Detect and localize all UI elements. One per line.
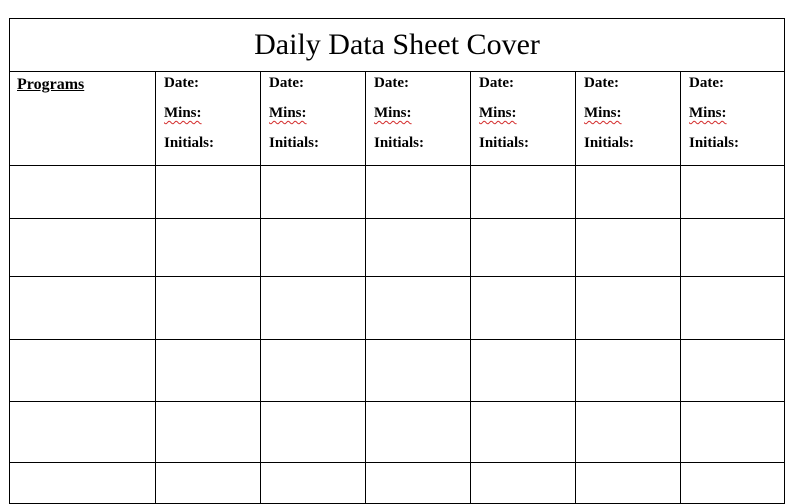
data-cell[interactable] bbox=[156, 166, 261, 219]
data-cell[interactable] bbox=[471, 340, 576, 402]
data-cell[interactable] bbox=[261, 219, 366, 277]
data-cell[interactable] bbox=[681, 277, 785, 340]
session-column-6[interactable] bbox=[681, 72, 785, 166]
data-cell[interactable] bbox=[366, 340, 471, 402]
data-cell[interactable] bbox=[156, 277, 261, 340]
data-cell[interactable] bbox=[366, 277, 471, 340]
session-column-2[interactable] bbox=[261, 72, 366, 166]
data-cell[interactable] bbox=[576, 463, 681, 504]
mins-label: Mins: bbox=[374, 105, 412, 121]
date-label: Date: bbox=[164, 75, 199, 91]
data-cell[interactable] bbox=[156, 219, 261, 277]
data-cell[interactable] bbox=[261, 277, 366, 340]
programs-header-cell[interactable] bbox=[10, 72, 156, 166]
data-cell[interactable] bbox=[471, 277, 576, 340]
date-label: Date: bbox=[479, 75, 514, 91]
table-row bbox=[10, 463, 785, 504]
session-column-1[interactable] bbox=[156, 72, 261, 166]
data-cell[interactable] bbox=[471, 463, 576, 504]
table-row bbox=[10, 340, 785, 402]
initials-label: Initials: bbox=[689, 135, 740, 151]
data-cell[interactable] bbox=[471, 219, 576, 277]
mins-label: Mins: bbox=[269, 105, 307, 121]
initials-label: Initials: bbox=[374, 135, 425, 151]
initials-label: Initials: bbox=[269, 135, 320, 151]
data-cell[interactable] bbox=[681, 402, 785, 463]
mins-label: Mins: bbox=[689, 105, 727, 121]
program-cell[interactable] bbox=[10, 277, 156, 340]
data-cell[interactable] bbox=[366, 402, 471, 463]
table-row bbox=[10, 402, 785, 463]
data-cell[interactable] bbox=[576, 340, 681, 402]
data-cell[interactable] bbox=[576, 166, 681, 219]
data-cell[interactable] bbox=[576, 402, 681, 463]
data-cell[interactable] bbox=[681, 166, 785, 219]
mins-label: Mins: bbox=[584, 105, 622, 121]
initials-label: Initials: bbox=[584, 135, 635, 151]
date-label: Date: bbox=[374, 75, 409, 91]
data-cell[interactable] bbox=[261, 402, 366, 463]
data-cell[interactable] bbox=[156, 340, 261, 402]
data-cell[interactable] bbox=[261, 463, 366, 504]
initials-label: Initials: bbox=[479, 135, 530, 151]
data-cell[interactable] bbox=[261, 166, 366, 219]
header-row bbox=[10, 72, 785, 166]
data-cell[interactable] bbox=[156, 463, 261, 504]
session-column-5[interactable] bbox=[576, 72, 681, 166]
data-sheet-table bbox=[9, 18, 785, 504]
program-cell[interactable] bbox=[10, 463, 156, 504]
initials-label: Initials: bbox=[164, 135, 215, 151]
sheet-title: Daily Data Sheet Cover bbox=[10, 19, 785, 72]
program-cell[interactable] bbox=[10, 219, 156, 277]
data-cell[interactable] bbox=[471, 402, 576, 463]
session-column-4[interactable] bbox=[471, 72, 576, 166]
date-label: Date: bbox=[584, 75, 619, 91]
data-cell[interactable] bbox=[576, 219, 681, 277]
data-cell[interactable] bbox=[471, 166, 576, 219]
data-cell[interactable] bbox=[261, 340, 366, 402]
program-cell[interactable] bbox=[10, 166, 156, 219]
table-row bbox=[10, 277, 785, 340]
data-cell[interactable] bbox=[366, 166, 471, 219]
mins-label: Mins: bbox=[479, 105, 517, 121]
data-cell[interactable] bbox=[681, 463, 785, 504]
program-cell[interactable] bbox=[10, 402, 156, 463]
data-cell[interactable] bbox=[681, 219, 785, 277]
data-cell[interactable] bbox=[576, 277, 681, 340]
table-row bbox=[10, 219, 785, 277]
data-cell[interactable] bbox=[366, 219, 471, 277]
data-cell[interactable] bbox=[366, 463, 471, 504]
table-row bbox=[10, 166, 785, 219]
program-cell[interactable] bbox=[10, 340, 156, 402]
programs-header: Programs bbox=[17, 76, 85, 93]
date-label: Date: bbox=[689, 75, 724, 91]
session-column-3[interactable] bbox=[366, 72, 471, 166]
date-label: Date: bbox=[269, 75, 304, 91]
data-cell[interactable] bbox=[681, 340, 785, 402]
mins-label: Mins: bbox=[164, 105, 202, 121]
data-cell[interactable] bbox=[156, 402, 261, 463]
